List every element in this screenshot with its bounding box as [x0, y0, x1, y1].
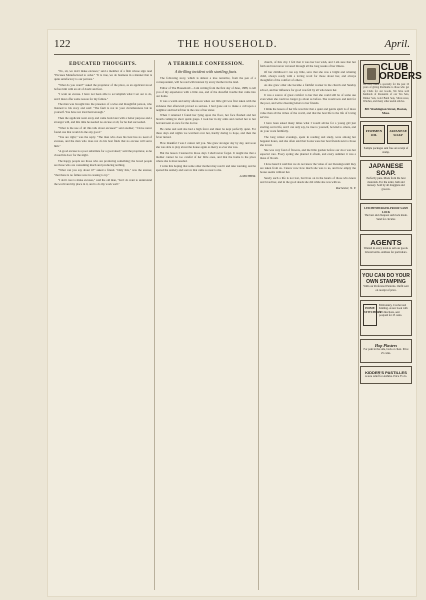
paragraph: He came and said she had a high fever and must be kept perfectly quiet. For three days and nights we watched over her, hardly daring to hope, and then the fever turned. [156, 127, 256, 140]
paragraph: I think the lesson of her life was this: that a quiet and gentle spirit is of more value than all the riches of the world, and that the best life is the life of loving service. [260, 106, 356, 120]
section-title: A TERRIBLE CONFESSION. [167, 62, 245, 67]
ad-title: JAPANESE SOAP. [368, 163, 404, 177]
advertisement-column [360, 60, 422, 590]
paragraph: Then the applicant went away and came back later with a better purpose and a stronger will, and this time he needed no excuse at all, for he had succeeded. [54, 115, 152, 125]
paragraph: How thankful I was I cannot tell you. She grew stronger day by day, and soon she was able to play about the house again as merry as ever she was. [156, 140, 256, 149]
ad-body: Embroidery, Crochet and Knitting. A new book with full directions, sent postpaid for 25 cents. [379, 304, 408, 318]
paragraph: "I want an excuse. I have not been able to accomplish what I set out to do, and I must offer some reason for my failure." [54, 92, 152, 101]
column-3 [260, 60, 356, 590]
paragraph: It was a source of great comfort to her that she could still be of some use even when she could no longer go about as before. She would sew and knit for the poor, and write cheering letters to her friends. [260, 93, 356, 106]
section-subtitle: A thrilling incident with startling facts. [174, 69, 238, 74]
paragraph: The man was brought into the presence of a wise and thoughtful person, who listened to his story and said: "The fault is not in your circumstances but in yourself. You have not tried hard enough." [54, 102, 152, 115]
paragraph: The long winter evenings, spent in reading and study, were among her happiest hours, and she often said that books were her best friends next to those she loved. [260, 134, 356, 147]
ad-body: We have made a specialty for the past 10 years of giving Premiums to those who get up Clubs for our Goods. We have sold hundreds of thousands of our Tea Sets, Dinner Sets, Gold Band Sets, Silver-ware, Watches, and many other useful articles. [363, 83, 409, 104]
paragraph: "What do you want?" asked the proprietor of the place, as an applicant stood before him with an air of doubt and fear. [54, 82, 152, 91]
column-1 [54, 60, 152, 590]
signature: Rochester, N. Y. [336, 185, 356, 190]
publication-title: THE HOUSEHOLD. [177, 39, 278, 50]
ad-body: A sure relief for Asthma. Price 35 cts. [364, 375, 408, 378]
paragraph: "No, sir, we don't make excuses," said a member of a firm whose sign read "Excuses Manufactured to order." "It is true, we do business in a manner that is quite satisfactory to our patrons." [54, 69, 152, 82]
ad-title: KIDDER'S PASTILLES [365, 370, 407, 375]
section-title: EDUCATED THOUGHTS. [69, 62, 137, 67]
ad-japanese-soap [360, 160, 412, 200]
page-number: 122 [54, 38, 71, 50]
ad-body: For pain in the side, back or chest. Price 25 cents. [363, 348, 409, 355]
column-divider [258, 60, 259, 590]
paragraph: I write this hoping that some other mother may read it and take warning, and be spared the anxiety and sorrow that came so near to me. [156, 164, 256, 173]
club-emblem-icon [363, 64, 380, 84]
paragraph: "What can you say about it?" asked a friend. "Only this," was the answer, "that there is no failure save in ceasing to try." [54, 168, 152, 177]
issue-month: April. [384, 38, 410, 50]
ad-body: Sample packages sent free on receipt of stamp. [363, 147, 409, 154]
paragraph: When I returned I found her lying upon the floor, her face flushed and her breath coming in short quick gasps. I took her in my arms and carried her to her bed and sent at once for the doctor. [156, 113, 256, 126]
paragraph: She was very fond of flowers, and the little garden before our door was her especial care. Every spring she planted it afresh, and every summer it was a mass of bloom. [260, 148, 356, 161]
ad-stitchery [360, 300, 412, 336]
ad-title: YOU CAN DO YOUR OWN STAMPING [362, 273, 410, 285]
newspaper-page [48, 30, 422, 596]
product-box: FISHMEN OIL [363, 125, 385, 144]
ad-hop-plasters [360, 339, 412, 363]
page-header [48, 38, 416, 52]
paragraph: I have been asked many times what I would advise for a young girl just starting out in life, and I can only say, be true to yourself, be kind to others, and do your work faithfully. [260, 120, 356, 133]
paragraph: "What is the use of all this talk about excuses?" said another; "I have never found one that would do me any good." [54, 125, 152, 134]
paragraph: Editor of The Household:—I am writing from the first day of June, 1888, to tell you of my experience with a little one, and of the dreadful trouble that came into our home. [156, 85, 256, 98]
product-box: JAPANESE SOAP [387, 125, 409, 144]
column-divider [358, 60, 359, 590]
signature: A MOTHER. [239, 173, 256, 178]
paragraph: The following story, which is almost a true narrative, from the pen of a correspondent, will be read with interest by every mother in the land. [156, 76, 256, 85]
ad-agents-wanted [360, 234, 412, 266]
ad-stamping [360, 269, 412, 297]
ad-sash-lock [360, 203, 412, 231]
paragraph: I have heard it said that we do not know the value of our blessings until they are taken from us. I know now how much she was to us, and how empty the house seems without her. [260, 162, 356, 175]
paragraph: But the lesson I learned in those days I shall never forget. It taught me that a mother cannot be too careful of her little ones, and that the home is the place where she is most needed. [156, 150, 256, 163]
ad-product-boxes [360, 121, 412, 157]
paragraph: The happy people are those who are producing something; the bored people are those who are consuming much and producing nothing. [54, 158, 152, 167]
paragraph: "A good excuse is a poor substitute for a good deed," said the proprietor, as he closed his door for the night. [54, 149, 152, 158]
ad-body: Perfectly pure. Made from the best materials. For the toilet, bath and nursery. Sold by all druggists and grocers. [366, 177, 406, 191]
header-rule [54, 54, 410, 55]
ad-body: With our Perforated Patterns. Outfit sent on receipt of price. [363, 285, 409, 292]
ad-title: AGENTS [370, 238, 402, 247]
ad-body: Wanted in every town to sell our goods. Liberal terms. Address for particulars. [363, 247, 409, 254]
ad-title: LEICHENBURGER-PROOF SASH LOCK [364, 207, 408, 214]
paragraph: Of her childhood I can say little, save that she was a bright and winning child, always ready with a loving word for those about her, and always thoughtful of the comfort of others. [260, 69, 356, 82]
ad-body: The best and cheapest sash lock made. Send for circular. [364, 214, 408, 221]
paragraph: church, of this city. I felt that it was her last wish, and I am sure that her faith and trust never wavered through all the long weeks of her illness. [260, 60, 356, 69]
paragraph: Surely such a life is not lost, but lives on in the hearts of those who knew and loved her, and in the good deeds she did while she was with us. [260, 175, 356, 184]
ad-pastilles [360, 366, 412, 384]
ad-title: CLUB ORDERS [379, 62, 422, 82]
paragraph: It was a warm and sultry afternoon when our little girl was first taken with the sickness that afterward proved so serious. I had gone out to make a call upon a neighbor and had left her in the care of her sister. [156, 99, 256, 112]
ad-address: 801 Washington Street, Boston, Mass. [364, 107, 408, 115]
ad-club-orders [360, 60, 422, 118]
column-divider [154, 60, 155, 590]
paragraph: "You are right," was the reply. "The man who does his best has no need of excuses, and the man who does not do his best finds that no excuse will serve him." [54, 135, 152, 148]
book-icon: HOME STITCHERY [363, 304, 377, 326]
column-2 [156, 60, 256, 590]
ad-title: Hop Plasters [374, 343, 398, 348]
paragraph: As she grew older she became a faithful worker in the church and Sunday school, and her influence for good was felt by all who knew her. [260, 83, 356, 92]
paragraph: "I don't care to make excuses," said the old man, "but I do want to understand the world and my place in it, and to do my work well." [54, 178, 152, 187]
